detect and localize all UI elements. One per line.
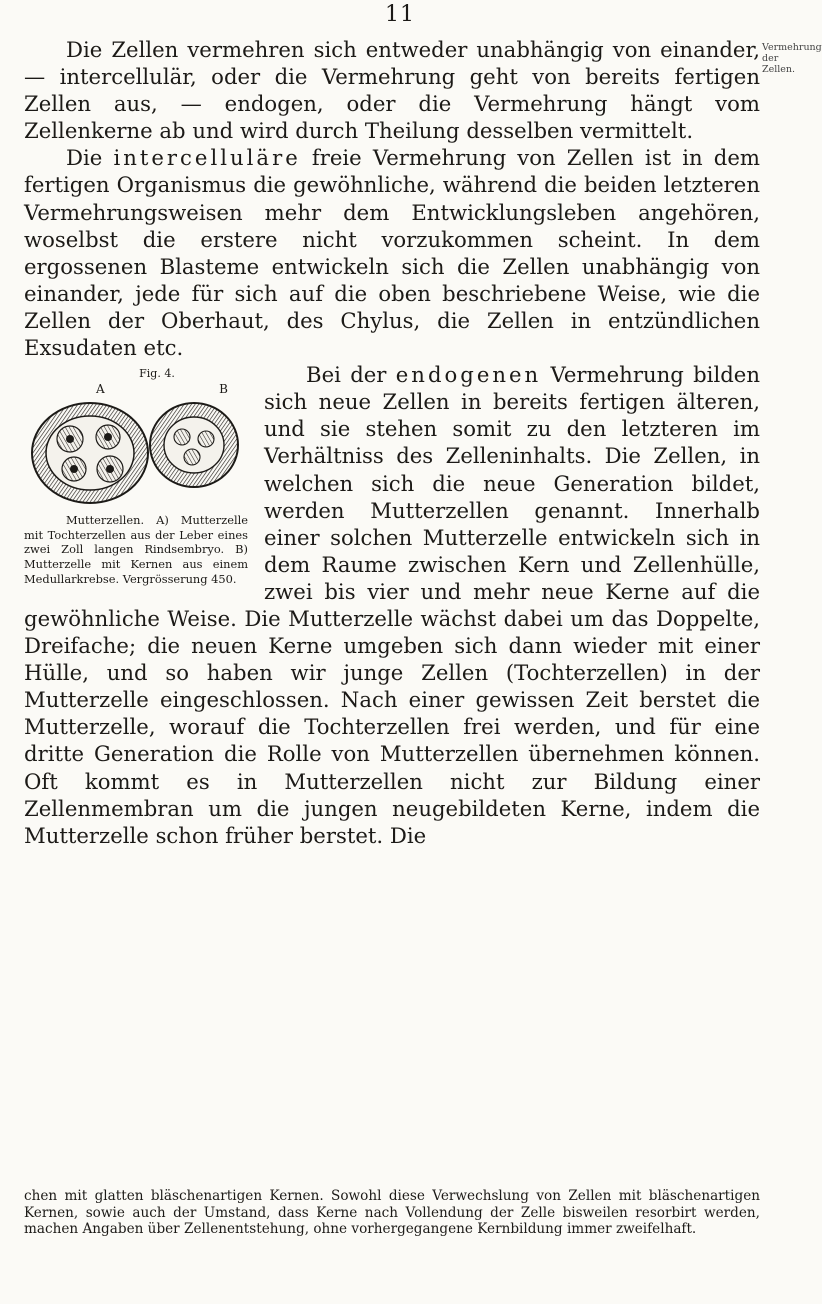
main-text [24,36,760,849]
figure-label: Fig. 4. [139,367,175,381]
paragraph-2-prefix: Die [66,145,103,171]
page-number: 11 [385,2,415,27]
mother-cell-b [150,403,238,487]
paragraph-2-body: freie Vermehrung von Zellen ist in dem fertigen Organismus die gewöhnliche, während die beiden letzteren Vermehrungsweisen mehr dem Entwicklungsleben angehören, woselbst die erstere nicht vorzukommen scheint. In dem ergossenen Blasteme entwickeln sich die Zellen unabhängig von einander, jede für sich auf die oben beschriebene Weise, wie die Zellen der Oberhaut, des Chylus, die Zellen in entzündlichen Exsudaten etc. [24,145,760,361]
paragraph-3 [24,361,760,849]
paragraph-3-prefix: Bei der [306,362,387,388]
term-endogenous: endogenen [395,362,542,388]
marginal-note: Vermehrung der Zellen. [762,42,822,75]
term-intercellular: intercelluläre [113,145,301,171]
figure-letters [24,381,248,397]
figure-caption: Mutterzellen. A) Mutterzelle mit Tochterzellen aus der Leber eines zwei Zoll langen Rindsembryo. B) Mutterzelle mit Kernen aus einem Medullarkrebse. Vergrösserung 450. [24,513,248,586]
paragraph-1: Die Zellen vermehren sich entweder unabhängig von einander, — intercellulär, oder die Vermehrung geht von bereits fertigen Zellen aus, — endogen, oder die Vermehrung hängt vom Zellenkerne ab und wird durch Theilung desselben vermittelt. [24,37,760,144]
figure-letter-a: A [96,382,105,397]
paragraph-2 [24,144,760,361]
paragraph-3-body: Vermehrung bilden sich neue Zellen in bereits fertigen älteren, und sie stehen somit zu den letzteren im Verhältniss des Zelleninhalts. Die Zellen, in welchen sich die neue Generation bildet, werden Mutterzellen genannt. Innerhalb einer solchen Mutterzelle entwickeln sich in dem Raume zwischen Kern und Zellenhülle, zwei bis vier und mehr neue Kerne auf die gewöhnliche Weise. Die Mutterzelle wächst dabei um das Doppelte, Dreifache; die neuen Kerne umgeben sich dann wieder mit einer Hülle, und so haben wir junge Zellen (Tochterzellen) in der Mutterzelle eingeschlossen. Nach einer gewissen Zeit berstet die Mutterzelle, worauf die Tochterzellen frei werden, und für eine dritte Generation die Rolle von Mutterzellen übernehmen können. Oft kommt es in Mutterzellen nicht zur Bildung einer Zellenmembran um die jungen neugebildeten Kerne, indem die Mutterzelle schon früher berstet. Die [24,362,760,848]
figure-illustration [24,397,248,507]
footnote [24,1188,760,1238]
figure-4 [24,367,248,586]
footnote-text: chen mit glatten bläschenartigen Kernen. Sowohl diese Verwechslung von Zellen mit bläschenartigen Kernen, sowie auch der Umstand, dass Kerne nach Vollendung der Zelle bisweilen resorbirt werden, machen Angaben über Zellenentstehung, ohne vorhergegangene Kernbildung immer zweifelhaft. [24,1188,760,1237]
mother-cell-a [32,403,148,503]
figure-letter-b: B [219,382,228,397]
